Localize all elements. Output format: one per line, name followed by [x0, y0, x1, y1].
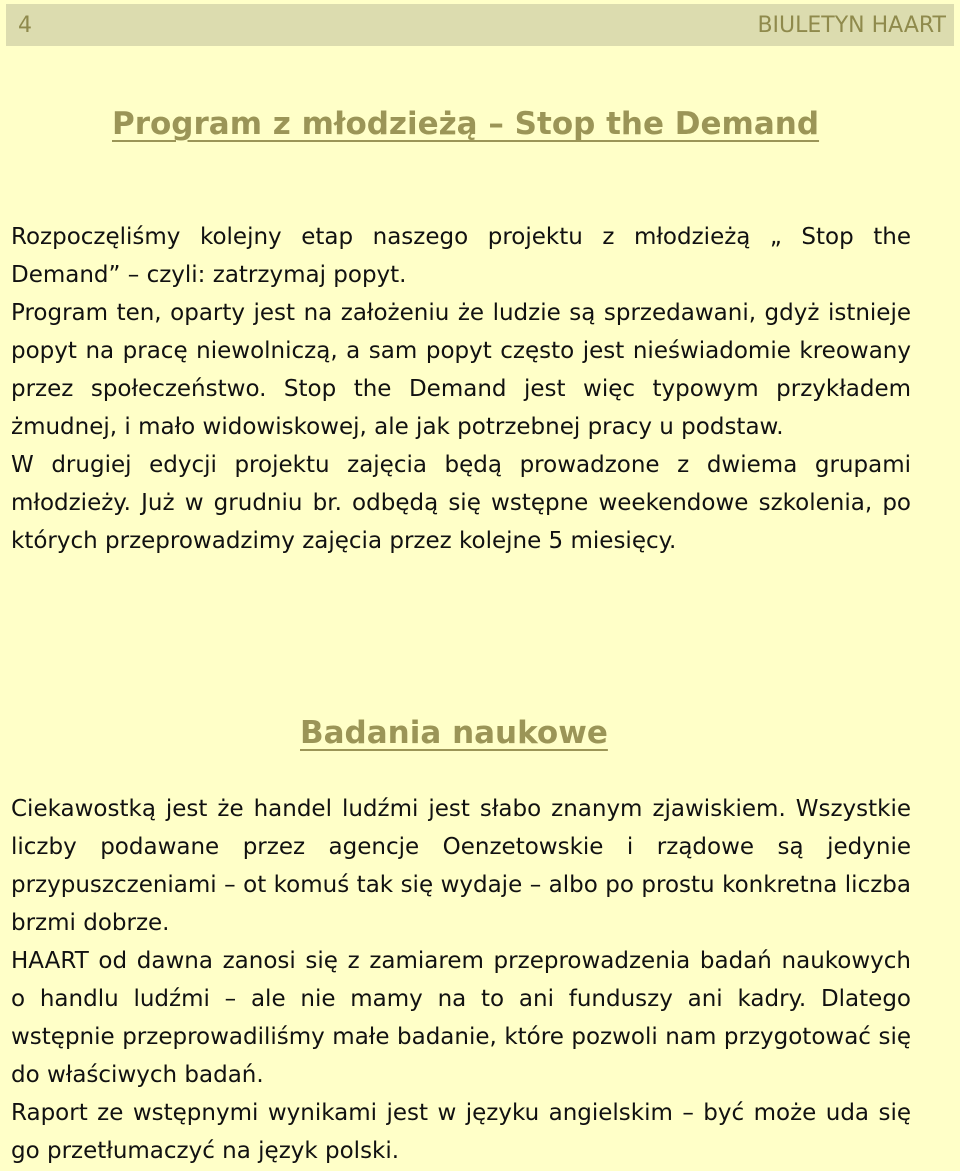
section-badania-naukowe: [11, 790, 911, 1170]
section-heading-badania-naukowe: Badania naukowe: [300, 715, 608, 751]
paragraph: Ciekawostką jest że handel ludźmi jest słabo znanym zjawiskiem. Wszystkie liczby podawane przez agencje Oenzetowskie i rządowe są jedynie przypuszczeniami – ot komuś tak się wydaje – albo po prostu konkretna liczba brzmi dobrze.: [11, 796, 911, 936]
bulletin-title: BIULETYN HAART: [757, 13, 946, 38]
page-number: 4: [18, 13, 32, 38]
paragraph: Program ten, oparty jest na założeniu że ludzie są sprzedawani, gdyż istnieje popyt na pracę niewolniczą, a sam popyt często jest nieświadomie kreowany przez społeczeństwo. Stop the Demand jest więc typowym przykładem żmudnej, i mało widowiskowej, ale jak potrzebnej pracy u podstaw.: [11, 300, 911, 440]
paragraph: Rozpoczęliśmy kolejny etap naszego projektu z młodzieżą „ Stop the Demand” – czyli: zatrzymaj popyt.: [11, 224, 911, 288]
paragraph: HAART od dawna zanosi się z zamiarem przeprowadzenia badań naukowych o handlu ludźmi – ale nie mamy na to ani funduszy ani kadry. Dlatego wstępnie przeprowadiliśmy małe badanie, które pozwoli nam przygotować się do właściwych badań.: [11, 948, 911, 1088]
page-header: [6, 4, 954, 46]
section-stop-the-demand: [11, 218, 911, 560]
section-heading-stop-the-demand: Program z młodzieżą – Stop the Demand: [112, 106, 820, 142]
paragraph: Raport ze wstępnymi wynikami jest w języku angielskim – być może uda się go przetłumaczyć na język polski.: [11, 1100, 911, 1164]
paragraph: W drugiej edycji projektu zajęcia będą prowadzone z dwiema grupami młodzieży. Już w grudniu br. odbędą się wstępne weekendowe szkolenia, po których przeprowadzimy zajęcia przez kolejne 5 miesięcy.: [11, 452, 911, 554]
